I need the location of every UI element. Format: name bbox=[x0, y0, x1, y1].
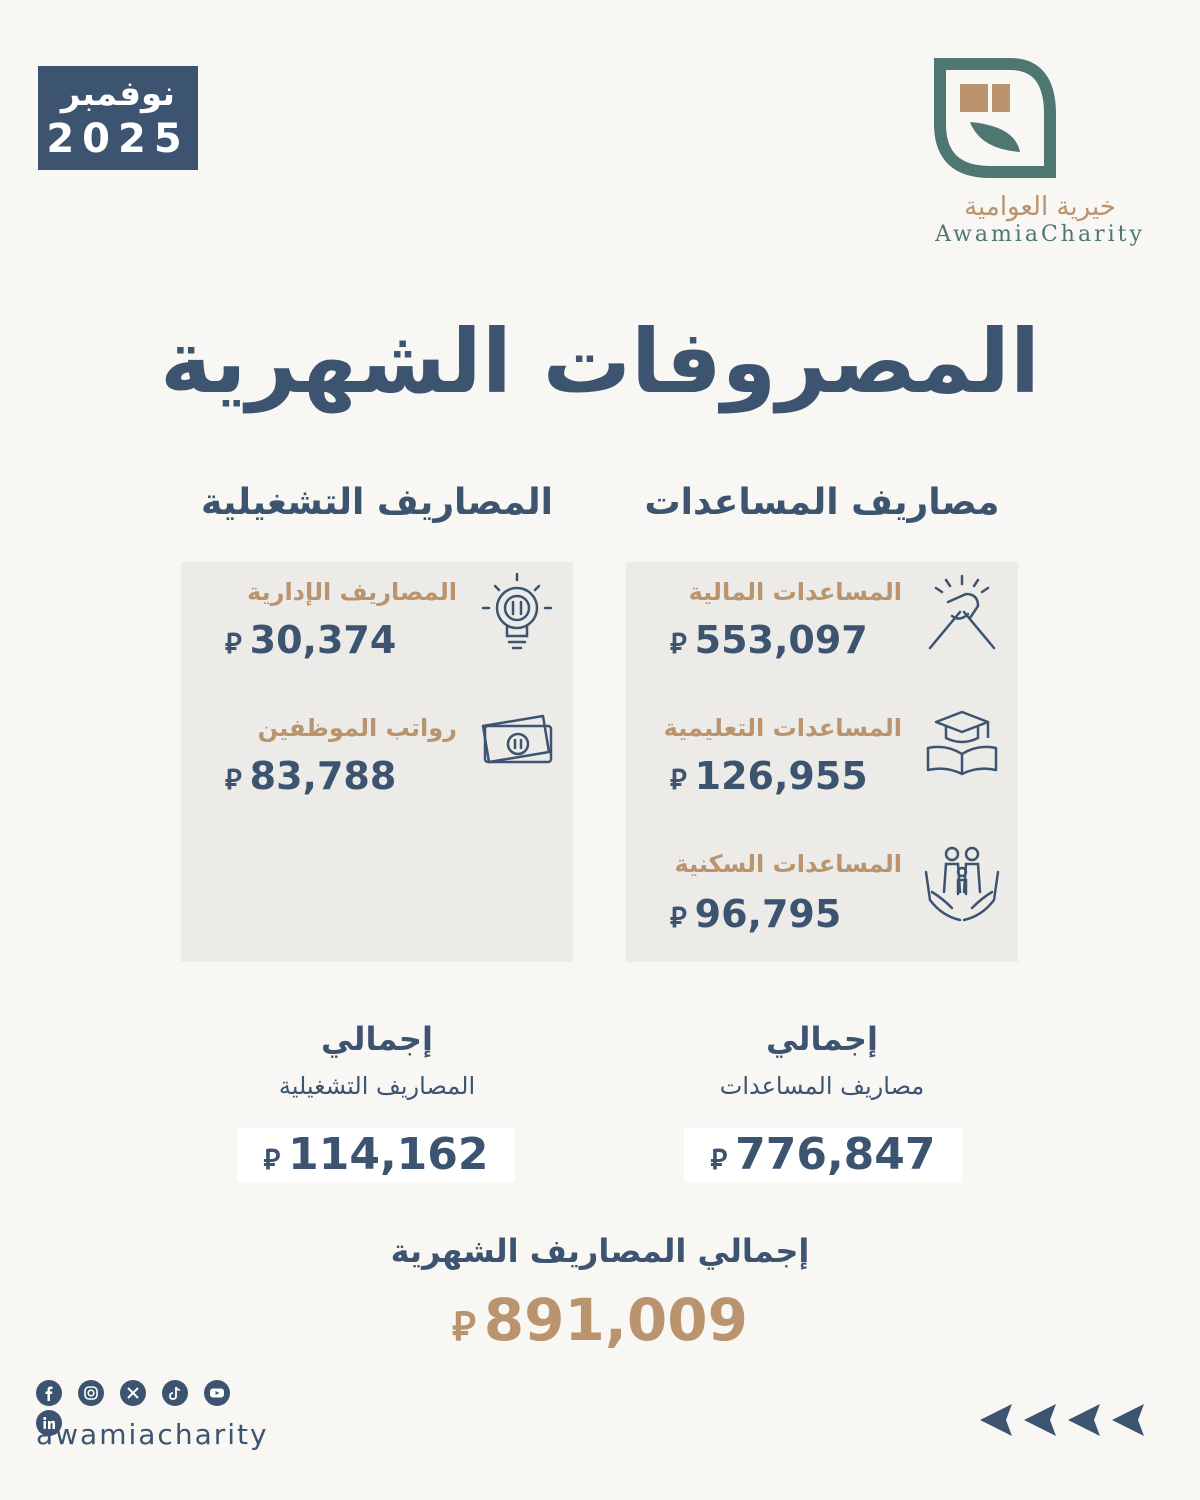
date-year: 2025 bbox=[46, 116, 190, 162]
riyal-symbol-icon: ⃁ bbox=[670, 901, 687, 934]
operational-panel bbox=[181, 562, 573, 962]
date-badge bbox=[38, 66, 198, 170]
riyal-symbol-icon: ⃁ bbox=[670, 627, 687, 660]
assistance-title: مصاريف المساعدات bbox=[644, 482, 1000, 523]
riyal-symbol-icon: ⃁ bbox=[670, 763, 687, 796]
assistance-item-value: ⃁ 553,097 bbox=[670, 618, 868, 662]
operational-title: المصاريف التشغيلية bbox=[200, 482, 554, 523]
operational-item-label: رواتب الموظفين bbox=[257, 714, 457, 742]
grand-total-label: إجمالي المصاريف الشهرية bbox=[390, 1232, 810, 1270]
assistance-total-head: إجمالي bbox=[766, 1020, 878, 1058]
riyal-symbol-icon: ⃁ bbox=[710, 1143, 728, 1176]
assistance-item-label: المساعدات السكنية bbox=[674, 850, 902, 878]
banknote-icon bbox=[477, 710, 557, 770]
social-handle: awamiacharity bbox=[36, 1418, 269, 1451]
x-icon[interactable] bbox=[120, 1380, 146, 1406]
youtube-icon[interactable] bbox=[204, 1380, 230, 1406]
operational-item-value: ⃁ 83,788 bbox=[225, 754, 397, 798]
riyal-symbol-icon: ⃁ bbox=[452, 1304, 476, 1350]
family-hands-icon bbox=[922, 842, 1002, 926]
assistance-item-value: ⃁ 96,795 bbox=[670, 892, 842, 936]
social-icons bbox=[36, 1380, 266, 1410]
operational-total-sub: المصاريف التشغيلية bbox=[278, 1072, 476, 1100]
assistance-item-label: المساعدات التعليمية bbox=[663, 714, 902, 742]
logo-arabic-text: خيرية العوامية bbox=[964, 192, 1116, 222]
operational-item-value: ⃁ 30,374 bbox=[225, 618, 397, 662]
riyal-symbol-icon: ⃁ bbox=[225, 627, 242, 660]
graduation-book-icon bbox=[922, 708, 1002, 780]
riyal-symbol-icon: ⃁ bbox=[225, 763, 242, 796]
facebook-icon[interactable] bbox=[36, 1380, 62, 1406]
lightbulb-icon bbox=[477, 570, 557, 654]
charity-logo bbox=[930, 54, 1150, 254]
instagram-icon[interactable] bbox=[78, 1380, 104, 1406]
operational-total-head: إجمالي bbox=[321, 1020, 433, 1058]
operational-total-value: ⃁ 114,162 bbox=[237, 1128, 515, 1182]
logo-english-text: AwamiaCharity bbox=[935, 222, 1145, 247]
assistance-total-sub: مصاريف المساعدات bbox=[719, 1072, 925, 1100]
page-title: المصروفات الشهرية bbox=[159, 310, 1041, 413]
assistance-total-value: ⃁ 776,847 bbox=[684, 1128, 962, 1182]
assistance-item-label: المساعدات المالية bbox=[688, 578, 902, 606]
assistance-panel bbox=[626, 562, 1018, 962]
assistance-item-value: ⃁ 126,955 bbox=[670, 754, 868, 798]
operational-item-label: المصاريف الإدارية bbox=[247, 578, 457, 606]
handshake-icon bbox=[922, 572, 1002, 652]
date-month: نوفمبر bbox=[60, 74, 176, 114]
grand-total-value: ⃁ 891,009 bbox=[452, 1286, 748, 1354]
logo-mark-icon bbox=[930, 54, 1150, 184]
riyal-symbol-icon: ⃁ bbox=[263, 1143, 281, 1176]
tiktok-icon[interactable] bbox=[162, 1380, 188, 1406]
arrows-decoration-icon bbox=[980, 1400, 1150, 1440]
